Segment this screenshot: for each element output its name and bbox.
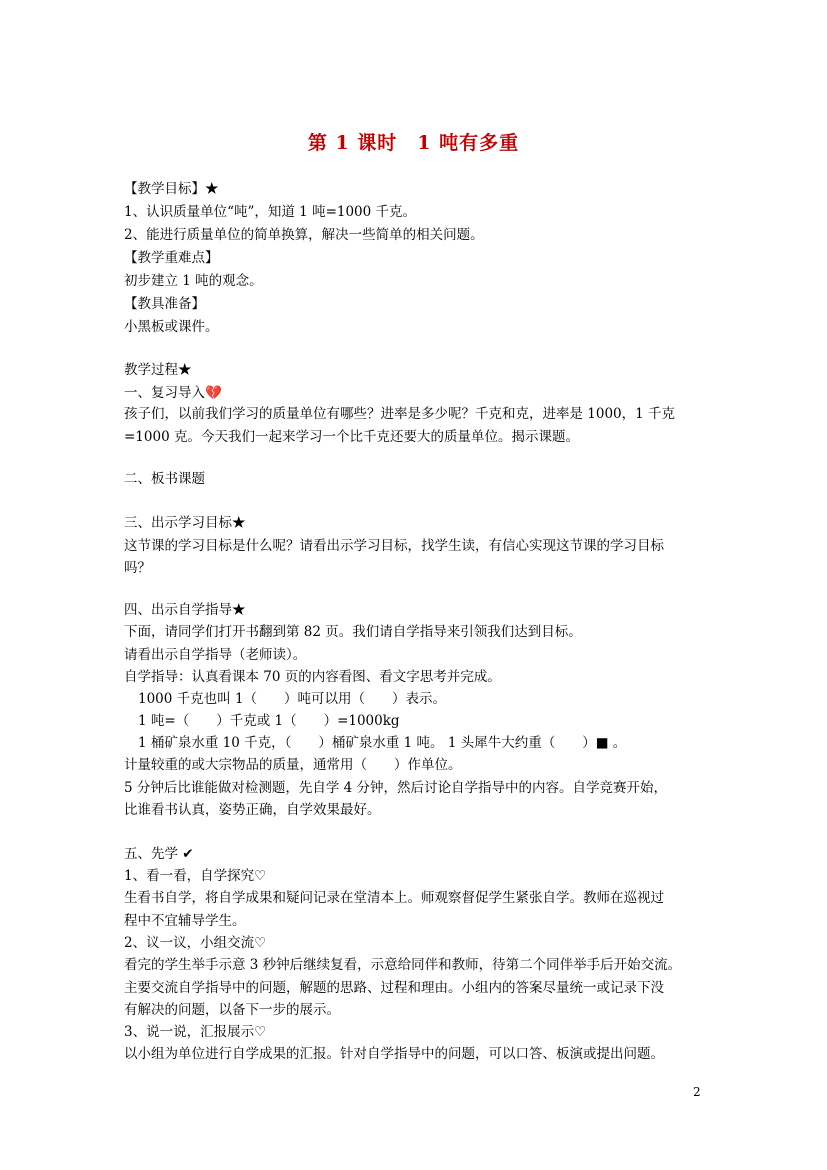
text-line: 比谁看书认真，姿势正确，自学效果最好。 <box>124 802 381 818</box>
step-heading-goals: 三、出示学习目标★ <box>124 515 246 531</box>
section-heading-objectives: 【教学目标】★ <box>124 181 219 197</box>
text-line: 有解决的问题，以备下一步的展示。 <box>124 1002 340 1018</box>
text-line: 计量较重的或大宗物品的质量，通常用（ ）作单位。 <box>124 757 462 773</box>
step-heading-guide: 四、出示自学指导★ <box>124 602 246 618</box>
page-number: 2 <box>693 1085 701 1099</box>
text-line: 初步建立 1 吨的观念。 <box>124 273 263 289</box>
text-line: 1、认识质量单位“吨”，知道 1 吨=1000 千克。 <box>124 204 417 220</box>
text-line: 这节课的学习目标是什么呢？请看出示学习目标，找学生读，有信心实现这节课的学习目标 <box>124 538 664 554</box>
section-heading-materials: 【教具准备】 <box>124 296 205 312</box>
sub-heading: 3、说一说，汇报展示♡ <box>124 1024 267 1040</box>
step-heading-board: 二、板书课题 <box>124 471 205 487</box>
text-line: 主要交流自学指导中的问题，解题的思路、过程和理由。小组内的答案尽量统一或记录下没 <box>124 980 664 996</box>
sub-heading: 2、议一议，小组交流♡ <box>124 935 267 951</box>
exercise-line: 1000 千克也叫 1（ ）吨可以用（ ）表示。 <box>138 691 447 707</box>
exercise-line: 1 吨=（ ）千克或 1（ ）=1000kg <box>138 713 400 729</box>
text-line: 生看书自学，将自学成果和疑问记录在堂清本上。师观察督促学生紧张自学。教师在巡视过 <box>124 890 664 906</box>
text-line: 2、能进行质量单位的简单换算，解决一些简单的相关问题。 <box>124 227 484 243</box>
exercise-line: 1 桶矿泉水重 10 千克，（ ）桶矿泉水重 1 吨。 1 头犀牛大约重（ ）■ 。 <box>138 735 627 751</box>
text-line: 5 分钟后比谁能做对检测题，先自学 4 分钟，然后讨论自学指导中的内容。自学竞赛开始， <box>124 780 668 796</box>
step-heading-review: 一、复习导入💔 <box>124 385 222 401</box>
text-line: 看完的学生举手示意 3 秒钟后继续复看，示意给同伴和教师，待第二个同伴举手后开始交流。 <box>124 957 682 973</box>
step-heading-self-study: 五、先学 ✔ <box>124 846 194 862</box>
text-line: 孩子们，以前我们学习的质量单位有哪些？进率是多少呢？千克和克，进率是 1000，1 千克 <box>124 406 676 422</box>
text-line: 小黑板或课件。 <box>124 319 219 335</box>
page-title: 第 1 课时 1 吨有多重 <box>307 132 520 154</box>
text-line: =1000 克。今天我们一起来学习一个比千克还要大的质量单位。揭示课题。 <box>124 429 579 445</box>
section-heading-process: 教学过程★ <box>124 362 192 378</box>
text-line: 吗？ <box>124 560 151 576</box>
sub-heading: 1、看一看，自学探究♡ <box>124 868 267 884</box>
text-line: 自学指导：认真看课本 70 页的内容看图、看文字思考并完成。 <box>124 669 501 685</box>
text-line: 程中不宜辅导学生。 <box>124 913 246 929</box>
section-heading-key-points: 【教学重难点】 <box>124 250 219 266</box>
text-line: 请看出示自学指导（老师读）。 <box>124 647 307 663</box>
text-line: 下面，请同学们打开书翻到第 82 页。我们请自学指导来引领我们达到目标。 <box>124 624 582 640</box>
text-line: 以小组为单位进行自学成果的汇报。针对自学指导中的问题，可以口答、板演或提出问题。 <box>124 1046 664 1062</box>
